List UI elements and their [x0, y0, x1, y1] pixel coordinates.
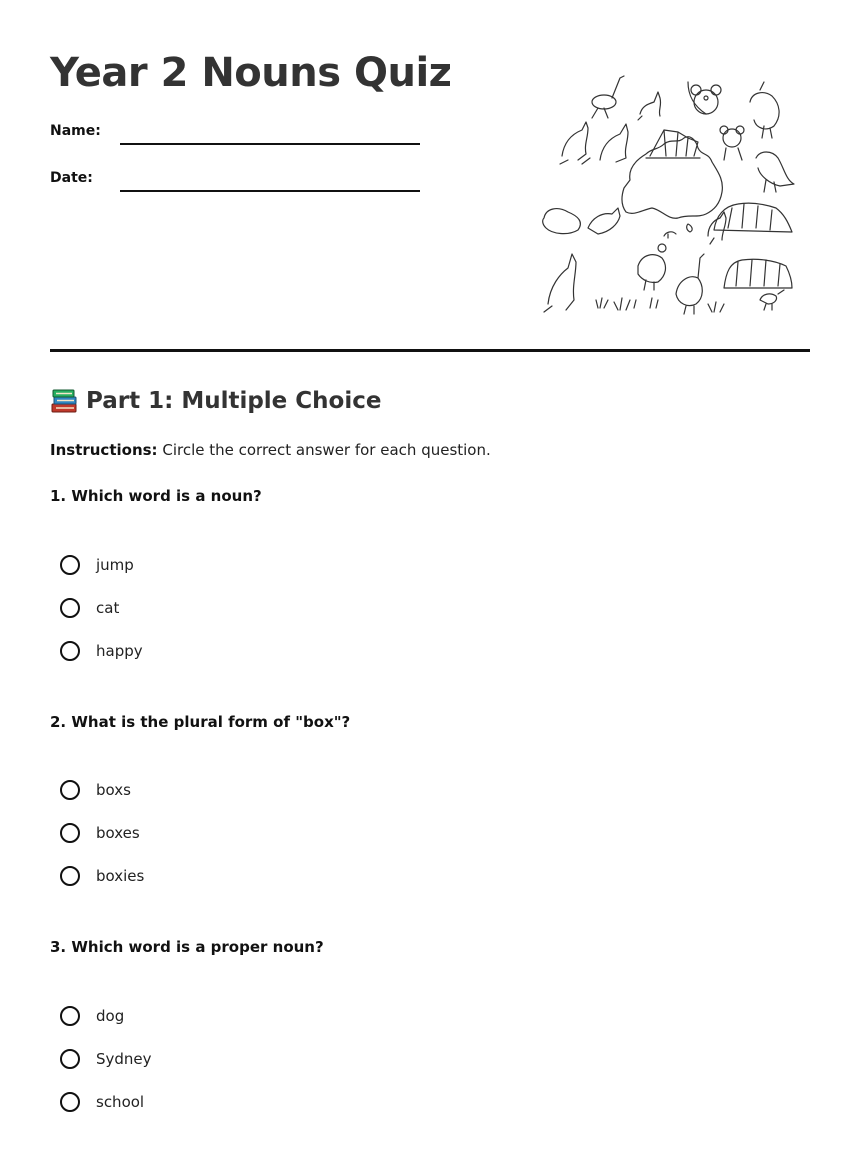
answer-circle[interactable] — [60, 598, 80, 618]
question-3-option-sydney[interactable] — [60, 1046, 152, 1072]
option-label: boxies — [96, 867, 145, 885]
instructions-label: Instructions: — [50, 441, 158, 459]
answer-circle[interactable] — [60, 866, 80, 886]
question-2-option-boxies[interactable] — [60, 863, 144, 889]
answer-circle[interactable] — [60, 555, 80, 575]
answer-circle[interactable] — [60, 823, 80, 843]
instructions-text: Circle the correct answer for each question. — [162, 441, 491, 459]
answer-circle[interactable] — [60, 1092, 80, 1112]
instructions — [50, 441, 491, 459]
name-label: Name: — [50, 123, 101, 139]
section-title-part-1 — [50, 388, 381, 414]
answer-circle[interactable] — [60, 641, 80, 661]
page-title: Year 2 Nouns Quiz — [50, 50, 452, 96]
section-title-text: Part 1: Multiple Choice — [86, 388, 382, 414]
australia-animals-illustration — [538, 68, 800, 318]
date-field[interactable] — [120, 190, 420, 192]
question-2: 2. What is the plural form of "box"? — [50, 713, 351, 731]
section-divider — [50, 349, 810, 352]
option-label: dog — [96, 1007, 125, 1025]
option-label: school — [96, 1093, 145, 1111]
question-3-option-school[interactable] — [60, 1089, 144, 1115]
name-field[interactable] — [120, 143, 420, 145]
option-label: cat — [96, 599, 120, 617]
question-3: 3. Which word is a proper noun? — [50, 938, 324, 956]
question-3-option-dog[interactable] — [60, 1003, 124, 1029]
answer-circle[interactable] — [60, 1049, 80, 1069]
answer-circle[interactable] — [60, 1006, 80, 1026]
question-2-option-boxes[interactable] — [60, 820, 140, 846]
question-2-option-boxs[interactable] — [60, 777, 131, 803]
question-1: 1. Which word is a noun? — [50, 487, 262, 505]
question-1-option-cat[interactable] — [60, 595, 119, 621]
date-label: Date: — [50, 170, 93, 186]
question-1-option-happy[interactable] — [60, 638, 143, 664]
books-icon — [50, 388, 78, 414]
option-label: happy — [96, 642, 143, 660]
answer-circle[interactable] — [60, 780, 80, 800]
option-label: boxs — [96, 781, 131, 799]
option-label: Sydney — [96, 1050, 152, 1068]
option-label: jump — [96, 556, 134, 574]
option-label: boxes — [96, 824, 140, 842]
question-1-option-jump[interactable] — [60, 552, 134, 578]
